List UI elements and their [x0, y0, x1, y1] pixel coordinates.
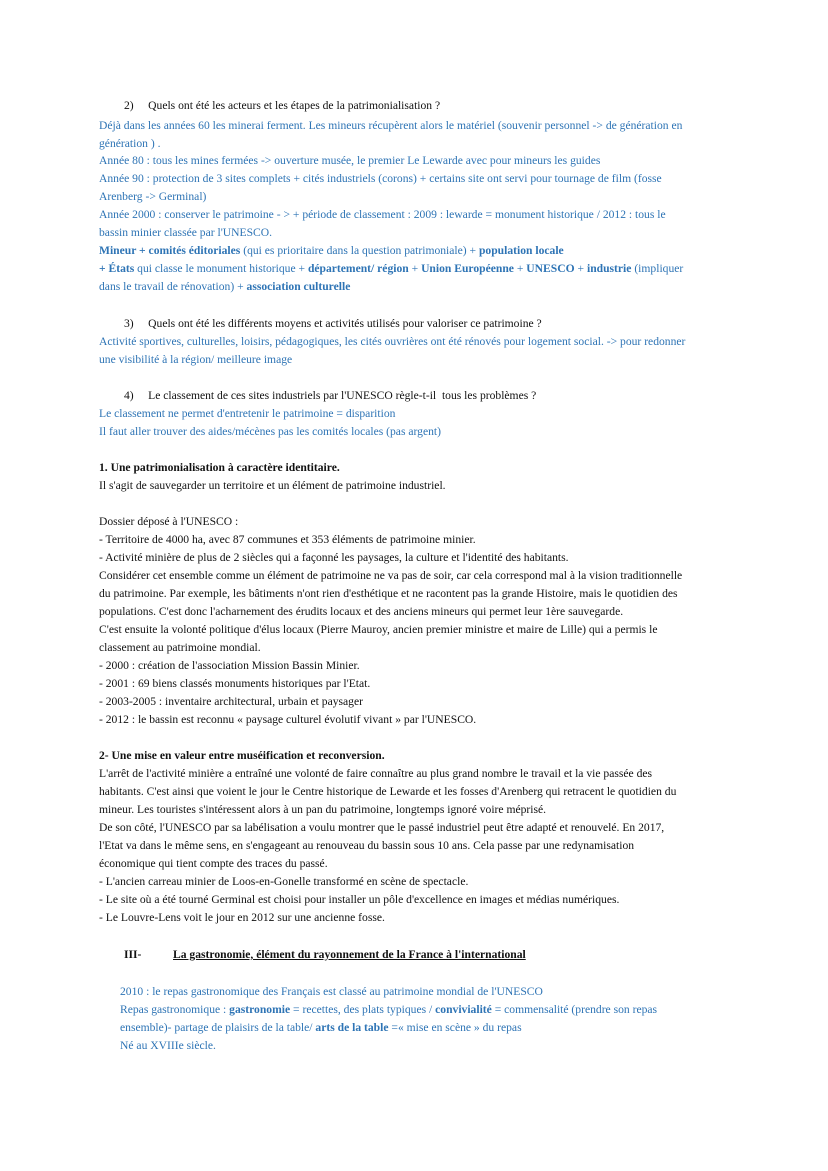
- actors-eu: Union Européenne: [421, 262, 514, 275]
- actors-line-1: [99, 243, 739, 258]
- gastronomy-line-3: [120, 1020, 760, 1035]
- section-2-paragraph: mineur. Les touristes s'intéressent alors à un pan du patrimoine, longtemps ignoré voire méprisé.: [99, 803, 547, 816]
- answer-2-line-3: Année 80 : tous les mines fermées -> ouverture musée, le premier Le Lewarde avec pour mineurs les guides: [99, 154, 601, 167]
- gastronomy-text: Repas gastronomique :: [120, 1003, 230, 1016]
- answer-2-line-5: Arenberg -> Germinal): [99, 190, 207, 203]
- gastronomy-text: ensemble)- partage de plaisirs de la table/: [120, 1021, 316, 1034]
- actors-text: (qui es prioritaire dans la question patrimoniale) +: [240, 244, 479, 257]
- actors-text: (impliquer: [631, 262, 684, 275]
- actors-line-3: [99, 279, 739, 294]
- actors-local-population: population locale: [478, 244, 564, 257]
- section-3-number: III-: [124, 948, 142, 961]
- actors-department: département/ région: [307, 262, 409, 275]
- section-2-paragraph: l'Etat va dans le même sens, en s'engageant au renouveau du bassin sous 10 ans. Cela passe par une redynamisation: [99, 839, 635, 852]
- actors-association: association culturelle: [246, 280, 351, 293]
- dossier-item: - Territoire de 4000 ha, avec 87 communes et 353 éléments de patrimoine minier.: [99, 533, 476, 546]
- answer-2-line-7: bassin minier classée par l'UNESCO.: [99, 226, 273, 239]
- actors-plus: +: [408, 262, 422, 275]
- gastronomy-text: =« mise en scène » du repas: [388, 1021, 522, 1034]
- gastronomy-line-2: [120, 1002, 760, 1017]
- question-3: 3) Quels ont été les différents moyens et activités utilisés pour valoriser ce patrimoine ?: [124, 317, 542, 330]
- section-2-paragraph: L'arrêt de l'activité minière a entraîné une volonté de faire connaître au plus grand nombre le travail et la vie passée des: [99, 767, 653, 780]
- actors-text: dans le travail de rénovation) +: [99, 280, 247, 293]
- section-2-paragraph: économique qui tient compte des traces du passé.: [99, 857, 328, 870]
- table-arts-term: arts de la table: [315, 1021, 389, 1034]
- section-1-paragraph: Considérer cet ensemble comme un élément de patrimoine ne va pas de soir, car cela correspond mal à la vision traditionnelle: [99, 569, 683, 582]
- section-1-paragraph: classement au patrimoine mondial.: [99, 641, 261, 654]
- gastronomy-line-1: 2010 : le repas gastronomique des Français est classé au patrimoine mondial de l'UNESCO: [120, 985, 543, 998]
- answer-3-line-1: Activité sportives, culturelles, loisirs, pédagogiques, les cités ouvrières ont été rénovés pour logement social. -> pour redonner: [99, 335, 686, 348]
- section-3-title: La gastronomie, élément du rayonnement de la France à l'international: [173, 948, 526, 961]
- answer-4-line-2: Il faut aller trouver des aides/mécènes pas les comités locales (pas argent): [99, 425, 441, 438]
- question-2: 2) Quels ont été les acteurs et les étapes de la patrimonialisation ?: [124, 99, 441, 112]
- section-2-heading: 2- Une mise en valeur entre muséification et reconversion.: [99, 749, 385, 762]
- dossier-label: Dossier déposé à l'UNESCO :: [99, 515, 239, 528]
- answer-4-line-1: Le classement ne permet d'entretenir le patrimoine = disparition: [99, 407, 396, 420]
- dossier-item: - Activité minière de plus de 2 siècles qui a façonné les paysages, la culture et l'identité des habitants.: [99, 551, 569, 564]
- gastronomy-text: = recettes, des plats typiques /: [290, 1003, 436, 1016]
- question-4: 4) Le classement de ces sites industriels par l'UNESCO règle-t-il tous les problèmes ?: [124, 389, 537, 402]
- section-2-item: - Le Louvre-Lens voit le jour en 2012 sur une ancienne fosse.: [99, 911, 385, 924]
- section-1-paragraph: populations. C'est donc l'acharnement des érudits locaux et des anciens mineurs qui permet leur 1ère sauvegarde.: [99, 605, 624, 618]
- timeline-item: - 2003-2005 : inventaire architectural, urbain et paysager: [99, 695, 363, 708]
- gastronomy-text: = commensalité (prendre son repas: [491, 1003, 658, 1016]
- section-1-paragraph: C'est ensuite la volonté politique d'élus locaux (Pierre Mauroy, ancien premier ministre et maire de Lille) qui a permis le: [99, 623, 658, 636]
- section-1-intro: Il s'agit de sauvegarder un territoire et un élément de patrimoine industriel.: [99, 479, 446, 492]
- answer-2-line-4: Année 90 : protection de 3 sites complets + cités industriels (corons) + certains site ont servi pour tournage de film (fosse: [99, 172, 662, 185]
- answer-2-line-1: Déjà dans les années 60 les minerai ferment. Les mineurs récupèrent alors le matériel (souvenir personnel -> de génération en: [99, 119, 683, 132]
- timeline-item: - 2000 : création de l'association Mission Bassin Minier.: [99, 659, 360, 672]
- section-1-paragraph: du patrimoine. Par exemple, les bâtiments n'ont rien d'esthétique et ne racontent pas la grande Histoire, mais le quotidien des: [99, 587, 678, 600]
- actors-states: + États: [99, 262, 135, 275]
- gastronomy-term: gastronomie: [229, 1003, 291, 1016]
- answer-3-line-2: une visibilité à la région/ meilleure image: [99, 353, 293, 366]
- actors-line-2: [99, 261, 739, 276]
- actors-text: qui classe le monument historique +: [134, 262, 308, 275]
- answer-2-line-2: génération ) .: [99, 137, 161, 150]
- section-2-item: - Le site où a été tourné Germinal est choisi pour installer un pôle d'excellence en images et médias numériques.: [99, 893, 620, 906]
- section-2-paragraph: habitants. C'est ainsi que voient le jour le Centre historique de Lewarde et les fosses d'Arenberg qui retracent le quotidien du: [99, 785, 677, 798]
- section-2-item: - L'ancien carreau minier de Loos-en-Gonelle transformé en scène de spectacle.: [99, 875, 469, 888]
- actors-plus: +: [574, 262, 587, 275]
- gastronomy-line-4: Né au XVIIIe siècle.: [120, 1039, 216, 1052]
- actors-plus: +: [513, 262, 527, 275]
- timeline-item: - 2012 : le bassin est reconnu « paysage culturel évolutif vivant » par l'UNESCO.: [99, 713, 477, 726]
- conviviality-term: convivialité: [435, 1003, 492, 1016]
- section-2-paragraph: De son côté, l'UNESCO par sa labélisation a voulu montrer que le passé industriel peut être adapté et renouvelé. En 2017,: [99, 821, 665, 834]
- actors-industry: industrie: [586, 262, 632, 275]
- timeline-item: - 2001 : 69 biens classés monuments historiques par l'Etat.: [99, 677, 371, 690]
- actors-miners: Mineur + comités éditoriales: [99, 244, 241, 257]
- actors-unesco: UNESCO: [526, 262, 575, 275]
- answer-2-line-6: Année 2000 : conserver le patrimoine - > + période de classement : 2009 : lewarde = monument historique / 2012 : tous le: [99, 208, 666, 221]
- section-1-heading: 1. Une patrimonialisation à caractère identitaire.: [99, 461, 340, 474]
